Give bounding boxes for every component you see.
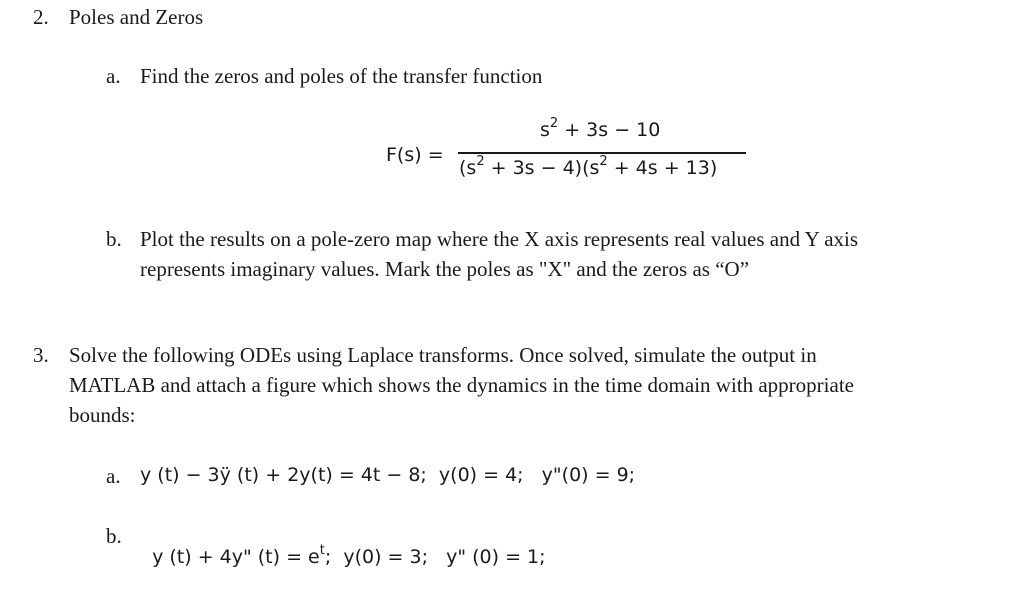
denominator-part2: + 3s − 4)(s <box>484 157 600 179</box>
q2b-line-2: represents imaginary values. Mark the poles as "X" and the zeros as “O” <box>140 257 750 281</box>
denominator-part1: (s <box>459 157 477 179</box>
q2a-text: Find the zeros and poles of the transfer function <box>140 64 543 88</box>
transfer-function-lhs: F(s) = <box>386 144 444 166</box>
q3-line-2: MATLAB and attach a figure which shows the dynamics in the time domain with appropriate <box>69 373 854 397</box>
q2-title: Poles and Zeros <box>69 5 204 29</box>
q3b-marker: b. <box>106 524 122 548</box>
q3b-equation <box>140 524 546 568</box>
numerator-exponent: 2 <box>549 116 559 131</box>
q2-number: 2. <box>33 5 49 29</box>
q3b-equation-conditions: ; y(0) = 3; y" (0) = 1; <box>324 546 546 568</box>
denominator-exponent-1: 2 <box>476 154 485 169</box>
q3a-marker: a. <box>106 464 121 488</box>
q2b-line-1: Plot the results on a pole-zero map where the X axis represents real values and Y axis <box>140 227 859 251</box>
q3a-equation: y (t) − 3ÿ (t) + 2y(t) = 4t − 8; y(0) = 4; y"(0) = 9; <box>140 464 636 486</box>
q3b-equation-main: y (t) + 4y" (t) = e <box>152 546 320 568</box>
denominator-part3: + 4s + 13) <box>607 157 718 179</box>
q2b-marker: b. <box>106 227 122 251</box>
q3-line-1: Solve the following ODEs using Laplace transforms. Once solved, simulate the output in <box>69 343 817 367</box>
numerator-rest: + 3s − 10 <box>558 119 661 141</box>
q3-line-3: bounds: <box>69 403 136 427</box>
transfer-function-numerator <box>540 116 661 141</box>
denominator-exponent-2: 2 <box>599 154 608 169</box>
transfer-function-denominator <box>459 154 718 179</box>
q2a-marker: a. <box>106 64 121 88</box>
numerator-base: s <box>540 119 550 141</box>
q3-number: 3. <box>33 343 49 367</box>
q3b-exponent: t <box>319 543 325 558</box>
